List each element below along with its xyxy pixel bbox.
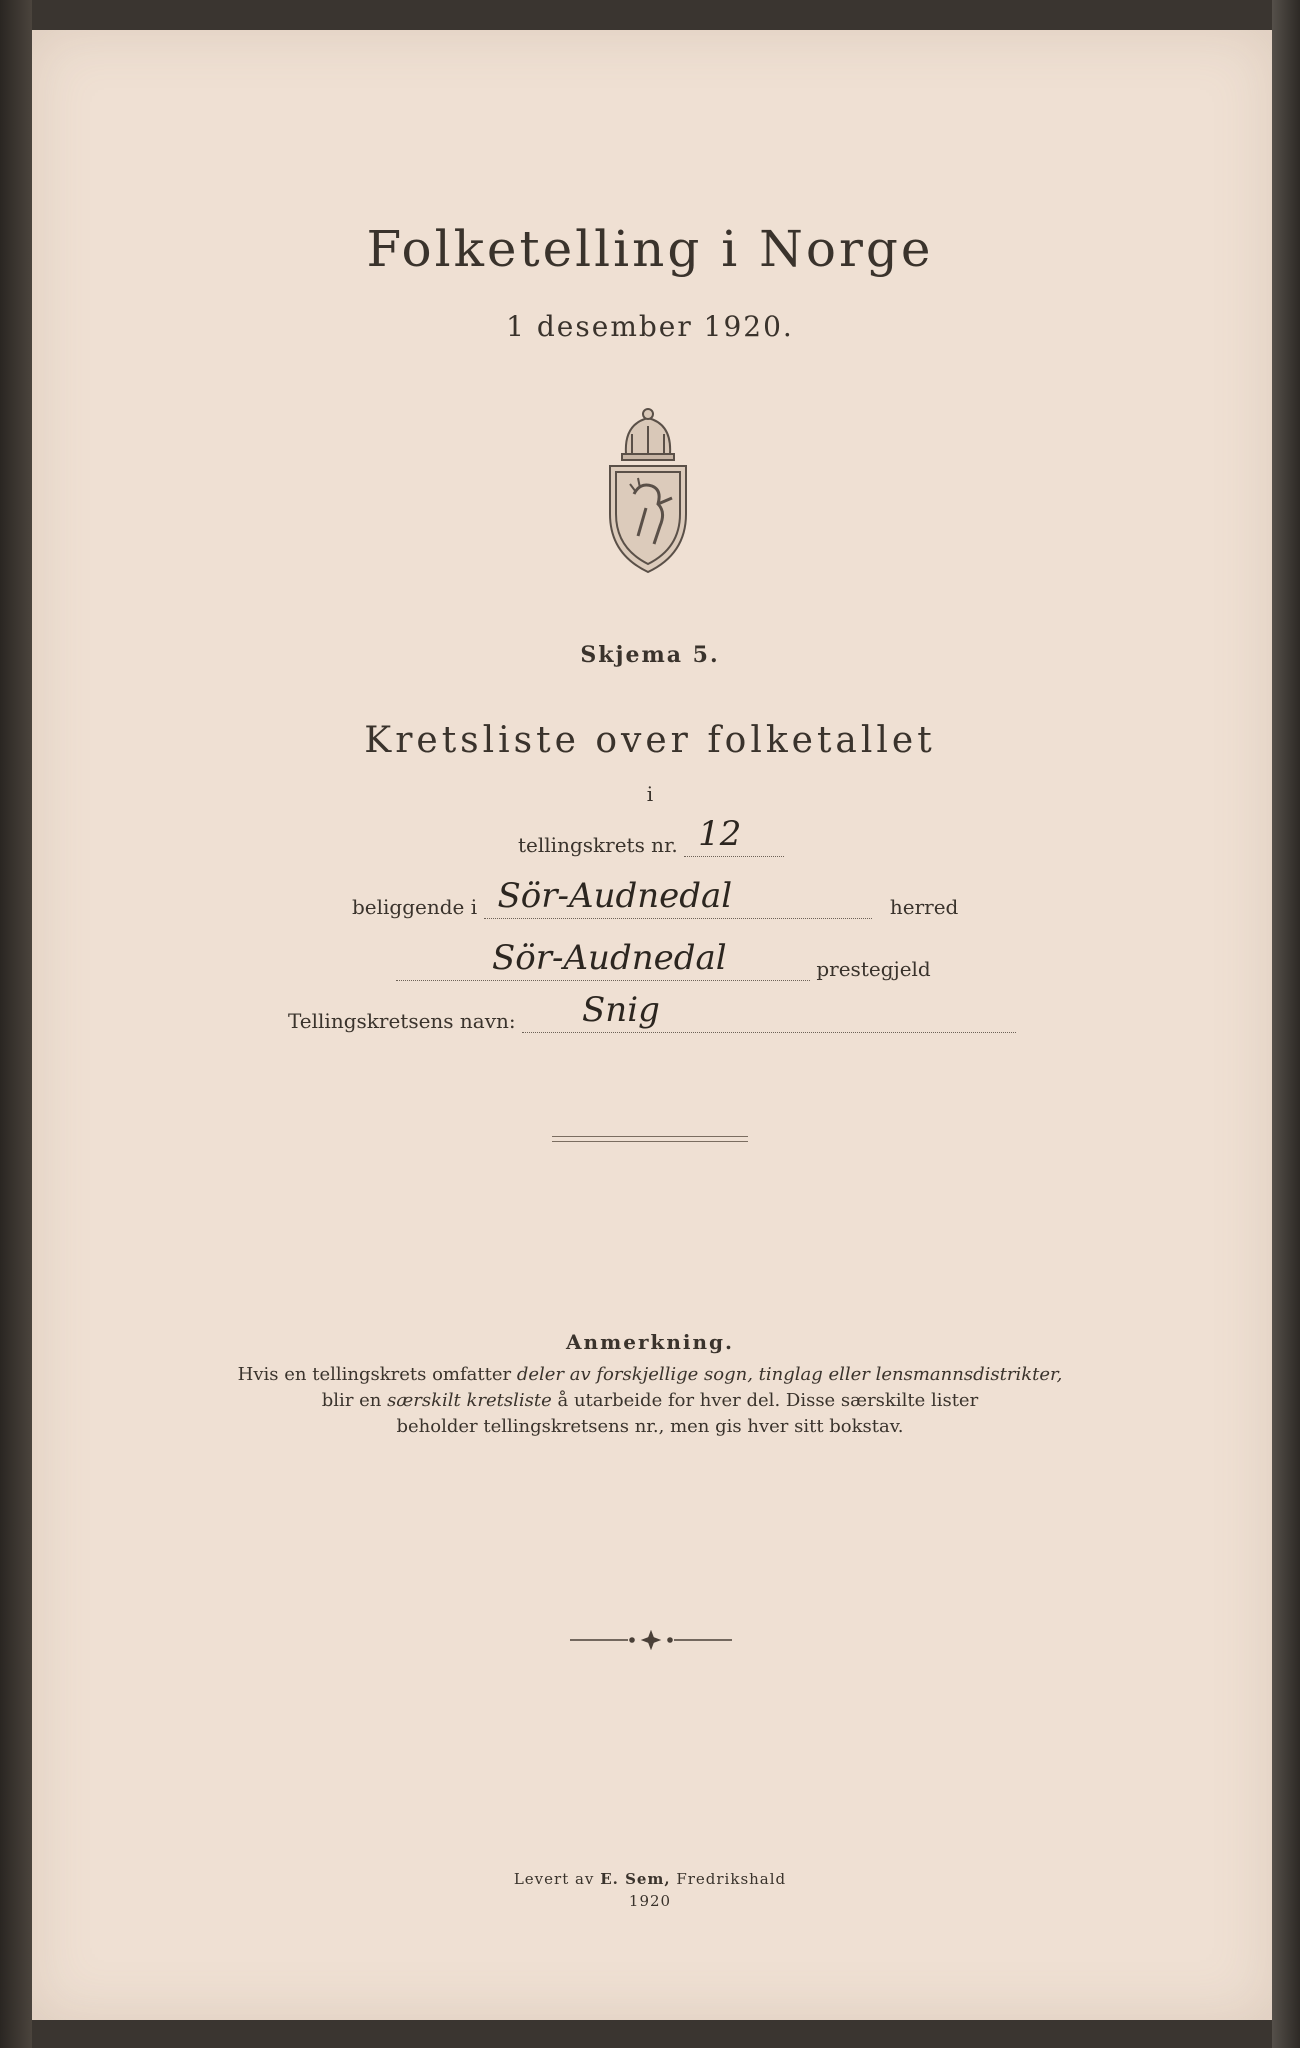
herred-label: herred [889,895,959,919]
note-line-1 [0,1362,1300,1388]
municipality-label: beliggende i [352,895,478,919]
parish-value: Sör-Audnedal [492,938,727,978]
document-title: Folketelling i Norge [366,220,934,278]
district-name-field [522,990,1016,1033]
district-name-row [288,990,1016,1033]
printer-levert: Levert av [513,1870,595,1888]
district-number-label: tellingskrets nr. [518,833,678,857]
preposition-i: i [646,782,654,806]
printer-name: E. Sem, [600,1870,671,1888]
coat-of-arms-icon [596,404,700,576]
district-name-label: Tellingskretsens navn: [288,1009,516,1033]
parish-label: prestegjeld [816,957,931,981]
note-line-1-italic: deler av forskjellige sogn, tinglag eller lensmannsdistrikter, [516,1364,1063,1385]
municipality-field [484,876,872,919]
ornament-divider-icon [566,1630,736,1650]
municipality-value: Sör-Audnedal [497,876,733,916]
note-line-1-text: Hvis en tellingskrets omfatter [237,1364,517,1385]
scan-left-edge [0,0,32,2048]
form-heading: Kretsliste over folketallet [364,720,936,761]
schema-number: Skjema 5. [580,642,720,668]
note-line-2-italic: særskilt kretsliste [387,1390,552,1411]
note-line-2 [0,1388,1300,1414]
printer-place: Fredrikshald [676,1870,787,1888]
divider-rule [552,1136,748,1142]
printer-imprint [0,1868,1300,1912]
printer-line [0,1868,1300,1890]
note-line-2-text-c: å utarbeide for hver del. Disse særskilte lister [551,1390,979,1411]
note-line-2-text-a: blir en [321,1390,388,1411]
parish-row [396,938,931,981]
municipality-row [352,876,959,919]
parish-field [396,938,810,981]
note-heading: Anmerkning. [566,1330,734,1354]
district-number-row [518,814,784,857]
district-name-value: Snig [582,990,660,1030]
document-date: 1 desember 1920. [506,310,794,343]
note-line-3: beholder tellingskretsens nr., men gis hver sitt bokstav. [396,1416,904,1437]
scan-right-edge [1272,0,1300,2048]
district-number-value: 12 [698,814,742,854]
printer-year: 1920 [628,1892,672,1910]
district-number-field [684,814,784,857]
note-body [0,1362,1300,1440]
